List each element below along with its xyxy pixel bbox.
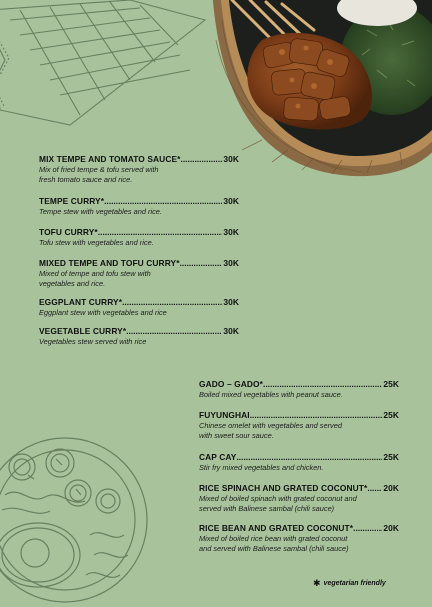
item-price: 30K — [223, 326, 239, 336]
menu-item — [39, 196, 239, 217]
item-name: TOFU CURRY* — [39, 227, 98, 237]
item-description: Boiled mixed vegetables with peanut sauce. — [199, 390, 343, 399]
menu-item — [39, 326, 239, 347]
item-description: Mixed of boiled rice bean with grated coconut — [199, 534, 348, 543]
item-price: 20K — [383, 523, 399, 533]
menu-item — [199, 523, 399, 554]
item-price: 30K — [223, 196, 239, 206]
menu-item — [199, 483, 399, 514]
item-name: RICE BEAN AND GRATED COCONUT* — [199, 523, 354, 533]
item-name: EGGPLANT CURRY* — [39, 297, 123, 307]
menu-item — [39, 227, 239, 248]
item-name: VEGETABLE CURRY* — [39, 326, 127, 336]
menu-item — [39, 258, 239, 289]
item-description: vegetables and rice. — [39, 279, 106, 288]
menu-item — [199, 452, 399, 473]
item-name: FUYUNGHAI — [199, 410, 250, 420]
item-description: Vegetables stew served with rice — [39, 337, 147, 346]
satay-dish-photo — [202, 0, 432, 180]
item-description: Mixed of tempe and tofu stew with — [39, 269, 151, 278]
item-name: RICE SPINACH AND GRATED COCONUT* — [199, 483, 368, 493]
item-description: Chinese omelet with vegetables and served — [199, 421, 342, 430]
item-name: CAP CAY — [199, 452, 237, 462]
item-description: Mix of fried tempe & tofu served with — [39, 165, 159, 174]
vegetarian-footnote — [313, 578, 386, 589]
item-price: 30K — [223, 154, 239, 164]
napkin-sketch-icon — [0, 0, 220, 140]
item-name: MIX TEMPE AND TOMATO SAUCE* — [39, 154, 181, 164]
item-name: GADO – GADO* — [199, 379, 264, 389]
item-description: Eggplant stew with vegetables and rice — [39, 308, 167, 317]
item-description: served with Balinese sambal (chili sauce) — [199, 504, 335, 513]
item-price: 30K — [223, 258, 239, 268]
item-price: 25K — [383, 379, 399, 389]
item-description: Mixed of boiled spinach with grated coconut and — [199, 494, 357, 503]
footnote-text: vegetarian friendly — [323, 580, 386, 587]
item-description: Tofu stew with vegetables and rice. — [39, 238, 154, 247]
item-description: with sweet sour sauce. — [199, 431, 274, 440]
item-name: MIXED TEMPE AND TOFU CURRY* — [39, 258, 180, 268]
item-description: and served with Balinese sambal (chili sauce) — [199, 544, 349, 553]
menu-item — [39, 297, 239, 318]
menu-item — [199, 379, 399, 400]
item-description: Tempe stew with vegetables and rice. — [39, 207, 162, 216]
item-price: 25K — [383, 452, 399, 462]
item-price: 20K — [383, 483, 399, 493]
item-description: fresh tomato sauce and rice. — [39, 175, 133, 184]
item-description: Stir fry mixed vegetables and chicken. — [199, 463, 324, 472]
menu-item — [39, 154, 239, 185]
asterisk-icon: ✱ — [313, 578, 321, 588]
item-price: 25K — [383, 410, 399, 420]
item-name: TEMPE CURRY* — [39, 196, 105, 206]
item-price: 30K — [223, 227, 239, 237]
plate-sketch-icon — [0, 415, 160, 607]
item-price: 30K — [223, 297, 239, 307]
menu-item — [199, 410, 399, 441]
